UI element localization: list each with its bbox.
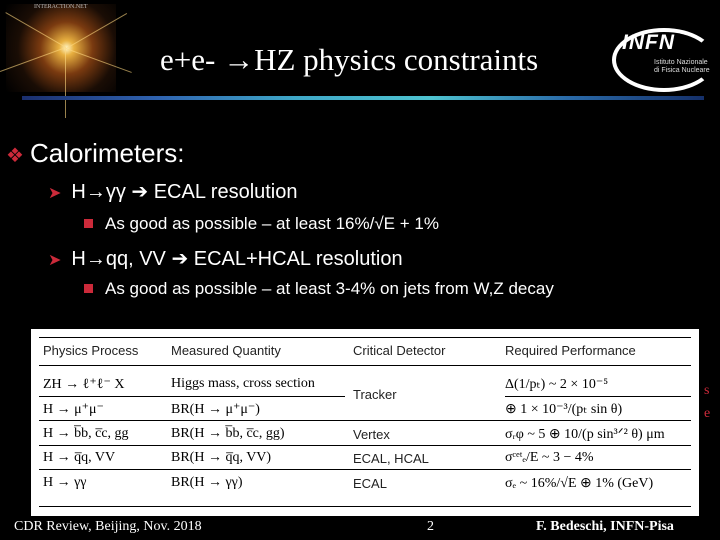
requirements-table — [31, 329, 699, 516]
table-cell: σᶜᵉᵗₑ/E ~ 3 − 4% — [505, 450, 594, 465]
table-header: Critical Detector — [353, 343, 446, 358]
table-cell: ⊕ 1 × 10⁻³/(pₜ sin θ) — [505, 402, 623, 417]
table-cell: Δ(1/pₜ) ~ 2 × 10⁻⁵ — [505, 377, 609, 392]
table-rule — [39, 337, 691, 338]
subbullet-text: H→qq, VV ➔ ECAL+HCAL resolution — [71, 248, 403, 270]
table-rule — [39, 469, 691, 470]
table-cell: BR(H → q̅q, VV) — [171, 450, 272, 465]
table-rule — [505, 396, 691, 397]
table-cell: σᵣφ ~ 5 ⊕ 10/(p sin³ᐟ² θ) μm — [505, 427, 665, 442]
interaction-logo-text: INTERACTION.NET — [34, 4, 88, 10]
table-rule — [39, 365, 691, 366]
detail-hqq — [84, 279, 554, 299]
infn-logo — [612, 26, 716, 88]
infn-logo-sub1: Istituto Nazionale — [654, 59, 708, 66]
table-cell: H → γγ — [43, 475, 87, 490]
table-cell: H → b̅b, c̅c, gg — [43, 426, 129, 441]
detail-text: As good as possible – at least 16%/√E + 1% — [105, 214, 439, 233]
table-rule — [39, 506, 691, 507]
table-cell: H → μ⁺μ⁻ — [43, 402, 104, 417]
table-header: Required Performance — [505, 343, 636, 358]
clipped-text: s — [704, 383, 710, 398]
bullet-calorimeters — [6, 138, 185, 169]
table-cell: ECAL, HCAL — [353, 451, 429, 466]
page-number: 2 — [427, 519, 434, 534]
subbullet-hgg — [48, 179, 298, 204]
square-bullet-icon — [84, 284, 93, 293]
table-rule — [39, 420, 691, 421]
table-cell: BR(H → γγ) — [171, 475, 243, 490]
detail-text: As good as possible – at least 3-4% on jets from W,Z decay — [105, 279, 554, 298]
subbullet-text: H→γγ ➔ ECAL resolution — [71, 181, 298, 203]
slide-title: e+e- →HZ physics constraints — [160, 42, 539, 77]
table-cell: ZH → ℓ⁺ℓ⁻ X — [43, 377, 125, 392]
title-divider — [22, 96, 704, 100]
table-cell: BR(H → μ⁺μ⁻) — [171, 402, 260, 417]
logo-ray — [66, 48, 132, 73]
logo-ray — [66, 13, 127, 49]
table-cell: BR(H → b̅b, c̅c, gg) — [171, 426, 285, 441]
diamond-bullet-icon: ❖ — [6, 145, 24, 167]
logo-ray — [0, 47, 66, 72]
arrow-bullet-icon: ➤ — [48, 185, 62, 202]
table-rule — [39, 396, 345, 397]
table-cell: H → q̅q, VV — [43, 450, 116, 465]
table-rule — [39, 445, 691, 446]
footer-right: F. Bedeschi, INFN-Pisa — [536, 519, 674, 534]
square-bullet-icon — [84, 219, 93, 228]
logo-ray — [65, 48, 66, 118]
table-header: Physics Process — [43, 343, 139, 358]
footer-left: CDR Review, Beijing, Nov. 2018 — [14, 519, 202, 534]
infn-logo-word: INFN — [622, 31, 675, 54]
table-header: Measured Quantity — [171, 343, 281, 358]
interaction-logo — [6, 4, 116, 92]
table-cell: Tracker — [353, 387, 397, 402]
clipped-text: e — [704, 406, 711, 421]
infn-logo-subtitle — [654, 59, 710, 75]
infn-logo-sub2: di Fisica Nucleare — [654, 67, 710, 74]
detail-hgg — [84, 214, 439, 234]
table-cell: Vertex — [353, 427, 390, 442]
table-cell: ECAL — [353, 476, 387, 491]
table-cell: Higgs mass, cross section — [171, 376, 315, 391]
table-cell: σₑ ~ 16%/√E ⊕ 1% (GeV) — [505, 476, 654, 491]
subbullet-hqq — [48, 246, 403, 271]
arrow-bullet-icon: ➤ — [48, 252, 62, 269]
logo-ray — [5, 12, 66, 48]
bullet-text: Calorimeters: — [29, 138, 185, 168]
